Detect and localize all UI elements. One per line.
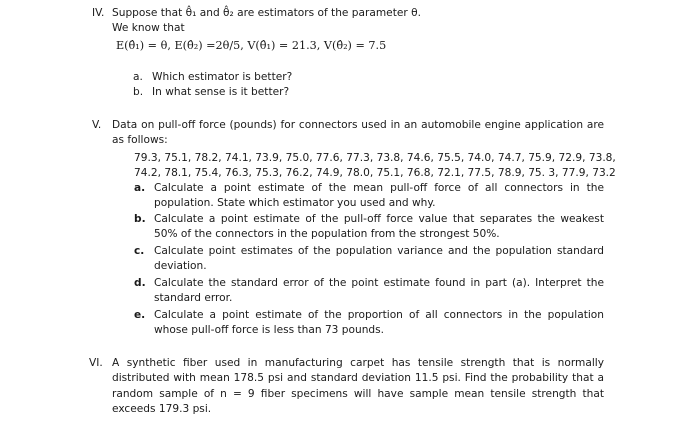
q5-data-line-2: 74.2, 78.1, 75.4, 76.3, 75.3, 76.2, 74.9, 78.0, 75.1, 76.8, 72.1, 77.5, 78.9, 75. 3, 77.9, 73.2 bbox=[134, 167, 616, 179]
q4-intro: Suppose that θ̂₁ and θ̂₂ are estimators of the parameter θ. bbox=[112, 7, 421, 19]
q4-item-b-label: b. bbox=[133, 86, 144, 98]
q5-item-e-label: e. bbox=[134, 309, 146, 321]
q4-known: We know that bbox=[112, 22, 185, 34]
q4-number: IV. bbox=[92, 7, 105, 19]
q5-item-e-text: Calculate a point estimate of the proportion of all connectors in the population whose pull-off force is less than 73 pounds. bbox=[154, 309, 604, 337]
q5-number: V. bbox=[92, 119, 102, 131]
q5-data-line-1: 79.3, 75.1, 78.2, 74.1, 73.9, 75.0, 77.6, 77.3, 73.8, 74.6, 75.5, 74.0, 74.7, 75.9, 72.9, 73.8, bbox=[134, 152, 616, 164]
q6-text: A synthetic fiber used in manufacturing carpet has tensile strength that is normally distributed with mean 178.5 psi and standard deviation 11.5 psi. Find the probability that a random sample of n = 9 fiber specimens will have sample mean tensile strength that exceeds 179.3 psi. bbox=[112, 357, 604, 416]
q4-item-b-text: In what sense is it better? bbox=[152, 86, 290, 98]
q5-item-d-label: d. bbox=[134, 277, 146, 289]
q5-item-d-text: Calculate the standard error of the point estimate found in part (a). Interpret the standard error. bbox=[154, 277, 604, 305]
q5-item-c-label: c. bbox=[134, 245, 145, 257]
q5-item-a-label: a. bbox=[134, 182, 146, 194]
q5-item-b-text: Calculate a point estimate of the pull-off force value that separates the weakest 50% of the connectors in the population from the strongest 50%. bbox=[154, 213, 604, 241]
q5-item-c-text: Calculate point estimates of the population variance and the population standard deviation. bbox=[154, 245, 604, 273]
q6-number: VI. bbox=[89, 357, 103, 369]
q5-item-b-label: b. bbox=[134, 213, 146, 225]
q5-item-a-text: Calculate a point estimate of the mean pull-off force of all connectors in the population. State which estimator you used and why. bbox=[154, 182, 604, 210]
q4-item-a-text: Which estimator is better? bbox=[152, 71, 293, 83]
q4-item-a-label: a. bbox=[133, 71, 143, 83]
q5-intro: Data on pull-off force (pounds) for connectors used in an automobile engine application are as follows: bbox=[112, 119, 604, 147]
q4-formula: E(θ̂₁) = θ, E(θ̂₂) =2θ/5, V(θ̂₁) = 21.3, V(θ̂₂) = 7.5 bbox=[116, 39, 387, 52]
